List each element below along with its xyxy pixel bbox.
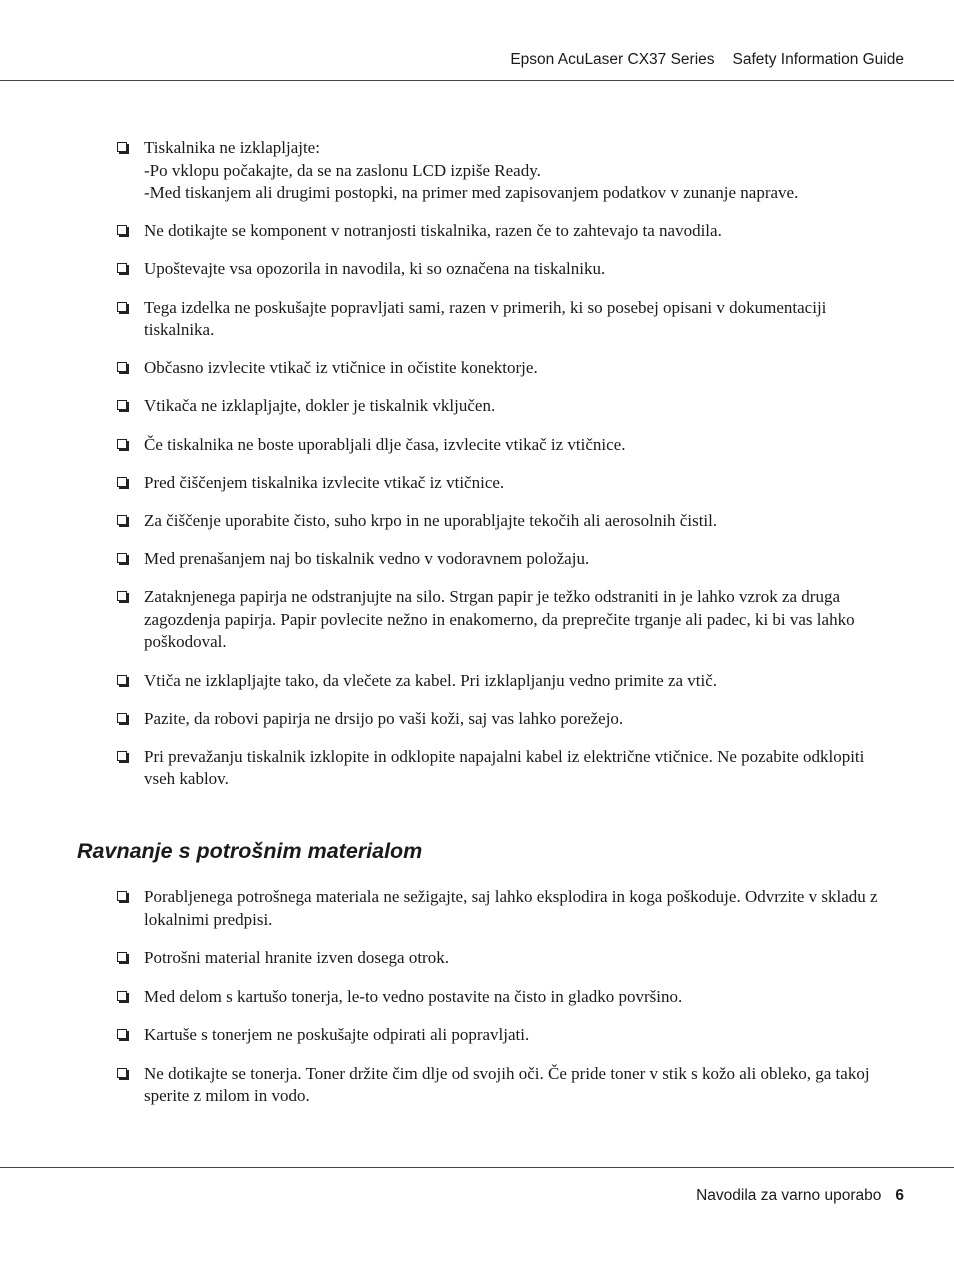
list-item-text: Kartuše s tonerjem ne poskušajte odpirati ali popravljati. [144, 1025, 530, 1044]
list-item [114, 510, 880, 533]
list-item [114, 670, 880, 693]
list-item [114, 472, 880, 495]
checkbox-bullet-icon [117, 675, 127, 685]
checkbox-bullet-icon [117, 1029, 127, 1039]
list-item-text: Potrošni material hranite izven dosega otrok. [144, 948, 449, 967]
list-item-text: Zataknjenega papirja ne odstranjujte na silo. Strgan papir je težko odstraniti in je lahko vzrok za druga zagozdenja papirja. Papir povlecite nežno in enakomerno, da preprečite trganje ali padec, ki bi vas lahko poškodoval. [144, 587, 855, 652]
checkbox-bullet-icon [117, 1068, 127, 1078]
page-number: 6 [895, 1187, 904, 1204]
safety-list [114, 137, 880, 791]
list-item-text: Pred čiščenjem tiskalnika izvlecite vtikač iz vtičnice. [144, 472, 505, 492]
list-item-text: Tega izdelka ne poskušajte popravljati sami, razen v primerih, ki so posebej opisani v dokumentaciji tiskalnika. [144, 297, 827, 340]
list-item [114, 746, 880, 791]
list-item [114, 986, 880, 1009]
checkbox-bullet-icon [117, 142, 127, 152]
checkbox-bullet-icon [117, 225, 127, 235]
checkbox-bullet-icon [117, 713, 127, 723]
list-item [114, 548, 880, 571]
checkbox-bullet-icon [117, 263, 127, 273]
list-item [114, 886, 880, 931]
list-item-text: Med prenašanjem naj bo tiskalnik vedno v vodoravnem položaju. [144, 549, 590, 569]
list-item [114, 220, 880, 243]
checkbox-bullet-icon [117, 891, 127, 901]
list-item-text: Pri prevažanju tiskalnik izklopite in odklopite napajalni kabel iz električne vtičnice. Ne pozabite odklopiti vseh kablov. [144, 746, 865, 789]
page-header [510, 51, 904, 69]
list-item-text: Ne dotikajte se tonerja. Toner držite čim dlje od svojih oči. Če pride toner v stik s kožo ali obleko, ga takoj sperite z milom in vodo. [144, 1063, 870, 1105]
header-guide: Safety Information Guide [732, 51, 904, 68]
list-item-text: Ne dotikajte se komponent v notranjosti tiskalnika, razen če to zahtevajo ta navodila. [144, 221, 722, 241]
footer-rule [0, 1167, 954, 1168]
list-item [114, 708, 880, 731]
checkbox-bullet-icon [117, 515, 127, 525]
list-item [114, 1024, 880, 1047]
list-item [114, 947, 880, 970]
footer-section: Navodila za varno uporabo [696, 1187, 882, 1204]
list-item-text: Za čiščenje uporabite čisto, suho krpo in ne uporabljajte tekočih ali aerosolnih čistil. [144, 511, 718, 530]
section-heading: Ravnanje s potrošnim materialom [77, 839, 423, 863]
list-item [114, 1063, 880, 1108]
page-footer [696, 1187, 904, 1205]
checkbox-bullet-icon [117, 591, 127, 601]
list-item [114, 586, 880, 654]
checkbox-bullet-icon [117, 553, 127, 563]
checkbox-bullet-icon [117, 477, 127, 487]
list-item [114, 357, 880, 380]
list-item [114, 434, 880, 457]
header-product: Epson AcuLaser CX37 Series [510, 51, 715, 68]
list-item-text: Pazite, da robovi papirja ne drsijo po vaši koži, saj vas lahko porežejo. [144, 708, 624, 728]
checkbox-bullet-icon [117, 362, 127, 372]
header-rule [0, 80, 954, 81]
checkbox-bullet-icon [117, 302, 127, 312]
checkbox-bullet-icon [117, 400, 127, 410]
list-item-text: Občasno izvlecite vtikač iz vtičnice in očistite konektorje. [144, 358, 538, 378]
list-item [114, 297, 880, 342]
list-item-text: Tiskalnika ne izklapljajte: -Po vklopu počakajte, da se na zaslonu LCD izpiše Ready. -Med tiskanjem ali drugimi postopki, na primer med zapisovanjem podatkov v zunanje naprave. [144, 138, 799, 202]
list-item [114, 258, 880, 281]
checkbox-bullet-icon [117, 991, 127, 1001]
checkbox-bullet-icon [117, 751, 127, 761]
list-item [114, 137, 880, 205]
list-item-text: Vtiča ne izklapljajte tako, da vlečete za kabel. Pri izklapljanju vedno primite za vtič. [144, 670, 718, 690]
list-item-text: Med delom s kartušo tonerja, le-to vedno postavite na čisto in gladko površino. [144, 986, 683, 1006]
list-item-text: Vtikača ne izklapljajte, dokler je tiskalnik vključen. [144, 396, 496, 416]
list-item-text: Če tiskalnika ne boste uporabljali dlje časa, izvlecite vtikač iz vtičnice. [144, 434, 626, 454]
consumables-list [114, 886, 880, 1108]
checkbox-bullet-icon [117, 439, 127, 449]
list-item-text: Porabljenega potrošnega materiala ne sežigajte, saj lahko eksplodira in koga poškoduje. Odvrzite v skladu z lokalnimi predpisi. [144, 887, 878, 929]
list-item-text: Upoštevajte vsa opozorila in navodila, ki so označena na tiskalniku. [144, 259, 606, 279]
checkbox-bullet-icon [117, 952, 127, 962]
list-item [114, 395, 880, 418]
